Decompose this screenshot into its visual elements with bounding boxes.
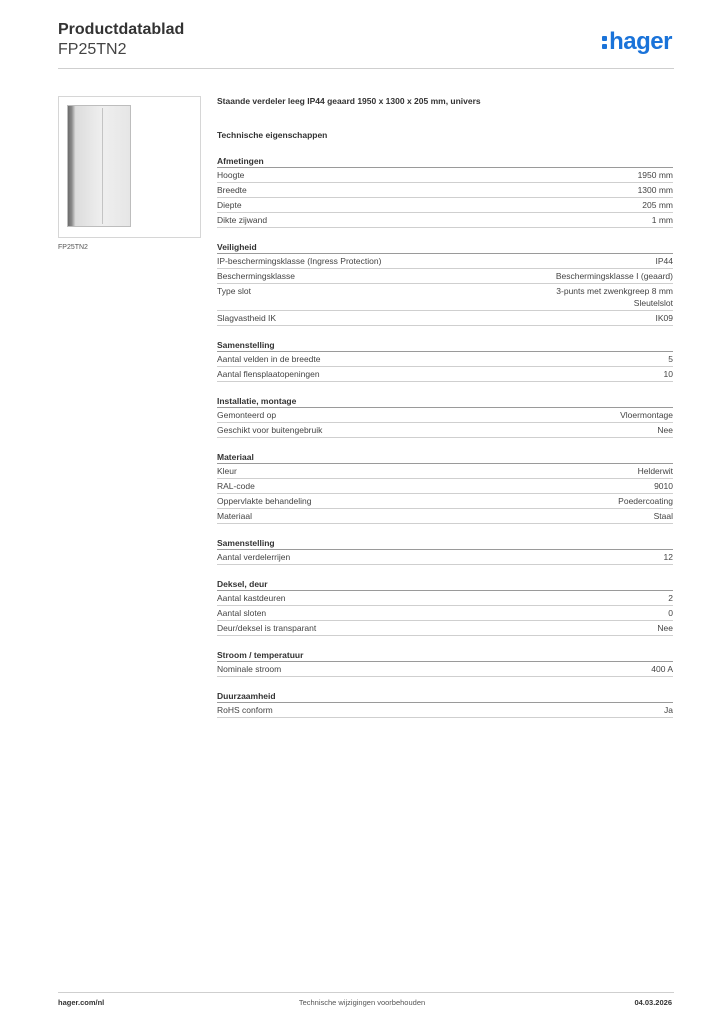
- spec-value: 1950 mm: [637, 170, 673, 180]
- section-title: Deksel, deur: [217, 578, 673, 591]
- spec-value: 205 mm: [642, 200, 673, 210]
- spec-value: Poedercoating: [618, 496, 673, 506]
- spec-row: [217, 479, 673, 494]
- cabinet-image: [67, 105, 131, 227]
- spec-row: [217, 662, 673, 677]
- spec-label: IP-beschermingsklasse (Ingress Protection): [217, 256, 382, 266]
- logo-dots-icon: [602, 32, 608, 52]
- spec-value: 12: [663, 552, 673, 562]
- section-title: Veiligheid: [217, 241, 673, 254]
- spec-row: [217, 509, 673, 524]
- spec-row: [217, 550, 673, 565]
- image-caption: FP25TN2: [58, 244, 88, 251]
- spec-value: 9010: [654, 481, 673, 491]
- footer-divider: [58, 992, 674, 993]
- spec-label: Nominale stroom: [217, 664, 282, 674]
- spec-label: Aantal velden in de breedte: [217, 354, 321, 364]
- section-title: Duurzaamheid: [217, 690, 673, 703]
- spec-value: 400 A: [651, 664, 673, 674]
- spec-value: IK09: [655, 313, 673, 323]
- product-image: [58, 96, 201, 238]
- spec-label: Aantal flensplaatopeningen: [217, 369, 320, 379]
- spec-value: Nee: [657, 425, 673, 435]
- spec-value: 10: [663, 369, 673, 379]
- spec-label: RoHS conform: [217, 705, 273, 715]
- spec-row: [217, 494, 673, 509]
- spec-row: [217, 408, 673, 423]
- spec-row: [217, 269, 673, 284]
- spec-label: Dikte zijwand: [217, 215, 268, 225]
- footer-disclaimer: Technische wijzigingen voorbehouden: [298, 998, 426, 1007]
- spec-label: Breedte: [217, 185, 247, 195]
- spec-row: [217, 284, 673, 311]
- spec-row: [217, 464, 673, 479]
- section-title: Materiaal: [217, 451, 673, 464]
- spec-value: 3-punts met zwenkgreep 8 mm Sleutelslot: [556, 286, 673, 308]
- spec-label: Gemonteerd op: [217, 410, 277, 420]
- spec-label: Hoogte: [217, 170, 245, 180]
- page-header: [58, 20, 674, 60]
- spec-label: Diepte: [217, 200, 242, 210]
- spec-label: Beschermingsklasse: [217, 271, 295, 281]
- spec-row: [217, 254, 673, 269]
- spec-row: [217, 703, 673, 718]
- spec-value: 5: [668, 354, 673, 364]
- spec-row: [217, 591, 673, 606]
- spec-row: [217, 183, 673, 198]
- section-title: Stroom / temperatuur: [217, 649, 673, 662]
- spec-row: [217, 367, 673, 382]
- specifications: [217, 96, 673, 718]
- section-title: Installatie, montage: [217, 395, 673, 408]
- spec-value: 2: [668, 593, 673, 603]
- spec-value: 1 mm: [651, 215, 673, 225]
- spec-section: [217, 155, 673, 228]
- spec-section: [217, 395, 673, 438]
- spec-label: Slagvastheid IK: [217, 313, 277, 323]
- logo-text: hager: [609, 28, 672, 55]
- spec-value: Staal: [653, 511, 673, 521]
- spec-value: IP44: [655, 256, 673, 266]
- footer-website: hager.com/nl: [58, 998, 105, 1007]
- spec-value: 1300 mm: [637, 185, 673, 195]
- spec-row: [217, 352, 673, 367]
- spec-section: [217, 578, 673, 636]
- spec-label: Geschikt voor buitengebruik: [217, 425, 323, 435]
- header-divider: [58, 68, 674, 69]
- spec-value: Ja: [664, 705, 673, 715]
- spec-label: Aantal sloten: [217, 608, 267, 618]
- spec-section: [217, 690, 673, 718]
- spec-row: [217, 606, 673, 621]
- spec-label: Kleur: [217, 466, 237, 476]
- spec-row: [217, 311, 673, 326]
- spec-label: Materiaal: [217, 511, 252, 521]
- spec-section: [217, 537, 673, 565]
- hager-logo: [602, 28, 672, 56]
- section-title: Samenstelling: [217, 339, 673, 352]
- spec-value: Helderwit: [637, 466, 673, 476]
- section-title: Afmetingen: [217, 155, 673, 168]
- product-code: FP25TN2: [58, 41, 127, 58]
- spec-row: [217, 423, 673, 438]
- spec-section: [217, 339, 673, 382]
- spec-label: Deur/deksel is transparant: [217, 623, 317, 633]
- spec-sections: [217, 155, 673, 718]
- spec-label: Type slot: [217, 286, 252, 296]
- spec-row: [217, 213, 673, 228]
- spec-label: RAL-code: [217, 481, 255, 491]
- spec-value: Beschermingsklasse I (geaard): [555, 271, 673, 281]
- spec-section: [217, 451, 673, 524]
- spec-section: [217, 649, 673, 677]
- spec-row: [217, 168, 673, 183]
- spec-label: Aantal verdelerrijen: [217, 552, 291, 562]
- spec-section: [217, 241, 673, 326]
- spec-value: Vloermontage: [620, 410, 673, 420]
- spec-value: 0: [668, 608, 673, 618]
- spec-row: [217, 198, 673, 213]
- spec-value: Nee: [657, 623, 673, 633]
- technical-properties-title: Technische eigenschappen: [217, 130, 328, 140]
- footer-date: 04.03.2026: [634, 998, 672, 1007]
- spec-label: Aantal kastdeuren: [217, 593, 286, 603]
- document-title: Productdatablad: [58, 21, 185, 38]
- product-description: Staande verdeler leeg IP44 geaard 1950 x 1300 x 205 mm, univers: [217, 96, 481, 106]
- spec-label: Oppervlakte behandeling: [217, 496, 312, 506]
- spec-row: [217, 621, 673, 636]
- section-title: Samenstelling: [217, 537, 673, 550]
